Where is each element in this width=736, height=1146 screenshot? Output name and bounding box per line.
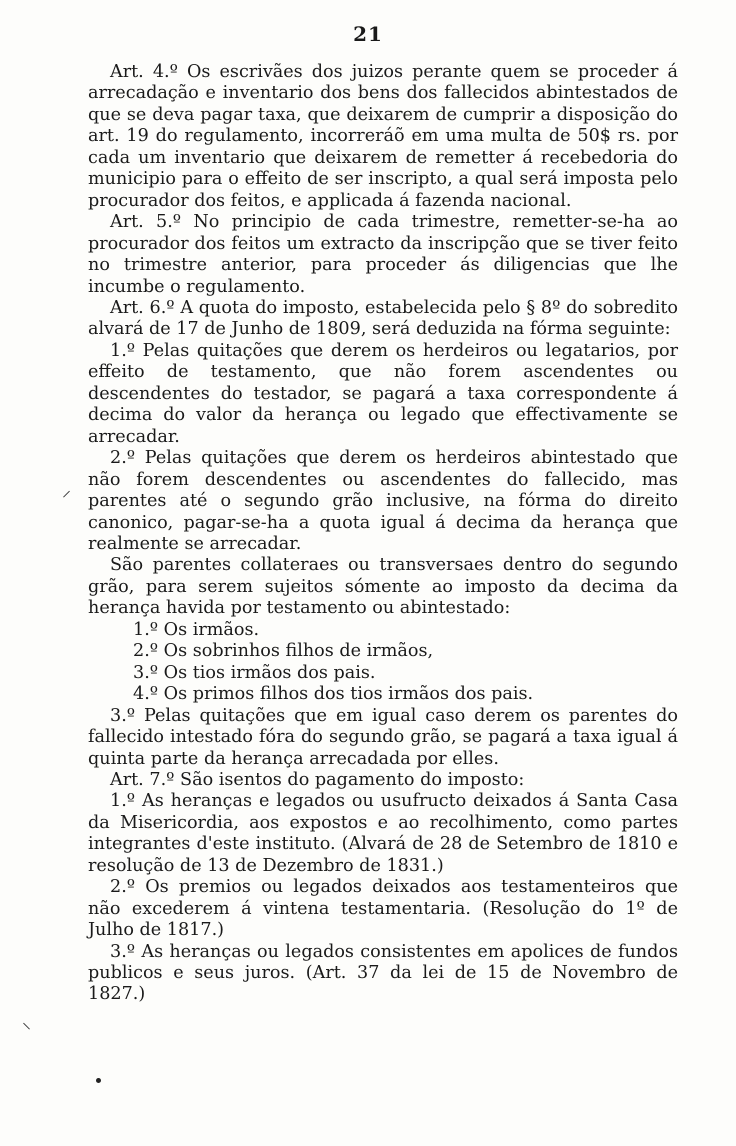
relative-list-item-4: 4.º Os primos filhos dos tios irmãos dos pais. bbox=[133, 684, 534, 705]
article-7-item-1: 1.º As heranças e legados ou usufructo deixados á Santa Casa da Misericordia, aos expostos e ao recolhimento, como partes integrantes d'este instituto. (Alvará de 28 de Setembro de 1810 e resolução de 13 de Dezembro de 1831.) bbox=[88, 791, 678, 876]
article-6-item-2: 2.º Pelas quitações que derem os herdeiros abintestado que não forem descendentes ou ascendentes do fallecido, mas parentes até o segundo grão inclusive, na fórma do direito canonico, pagar-se-ha a quota igual á decima da herança que realmente se arrecadar. bbox=[88, 448, 678, 554]
article-5: Art. 5.º No principio de cada trimestre, remetter-se-ha ao procurador dos feitos um extracto da inscripção que se tiver feito no trimestre anterior, para proceder ás diligencias que lhe incumbe o regulamento. bbox=[88, 212, 678, 297]
article-4: Art. 4.º Os escrivães dos juizos perante quem se proceder á arrecadação e inventario dos bens dos fallecidos abintestados de que se deva pagar taxa, que deixarem de cumprir a disposição do art. 19 do regulamento, incorreráõ em uma multa de 50$ rs. por cada um inventario que deixarem de remetter á recebedoria do municipio para o effeito de ser inscripto, a qual será imposta pelo procurador dos feitos, e applicada á fazenda nacional. bbox=[88, 62, 678, 211]
body-text bbox=[88, 62, 678, 1006]
relative-list-item-2: 2.º Os sobrinhos filhos de irmãos, bbox=[133, 641, 434, 662]
article-6: Art. 6.º A quota do imposto, estabelecida pelo § 8º do sobredito alvará de 17 de Junho de 1809, será deduzida na fórma seguinte: bbox=[88, 297, 678, 340]
article-7-item-3: 3.º As heranças ou legados consistentes em apolices de fundos publicos e seus juros. (Art. 37 da lei de 15 de Novembro de 1827.) bbox=[88, 941, 678, 1005]
collateral-relatives-paragraph: São parentes collateraes ou transversaes dentro do segundo grão, para serem sujeitos sómente ao imposto da decima da herança havida por testamento ou abintestado: bbox=[88, 555, 678, 619]
article-7-item-2: 2.º Os premios ou legados deixados aos testamenteiros que não excederem á vintena testamentaria. (Resolução do 1º de Julho de 1817.) bbox=[88, 877, 678, 941]
article-7: Art. 7.º São isentos do pagamento do imposto: bbox=[110, 769, 525, 790]
margin-pen-mark: ⸝ bbox=[62, 480, 71, 501]
article-6-item-1: 1.º Pelas quitações que derem os herdeiros ou legatarios, por effeito de testamento, que não forem ascendentes ou descendentes do testador, se pagará a taxa correspondente á decima do valor da herança ou legado que effectivamente se arrecadar. bbox=[88, 340, 678, 447]
page-number: 21 bbox=[353, 22, 383, 46]
margin-pen-mark: ⸜ bbox=[22, 1012, 31, 1033]
relative-list-item-3: 3.º Os tios irmãos dos pais. bbox=[133, 662, 376, 683]
article-6-item-3: 3.º Pelas quitações que em igual caso derem os parentes do fallecido intestado fóra do segundo grão, se pagará a taxa igual á quinta parte da herança arrecadada por elles. bbox=[88, 705, 678, 769]
relative-list-item-1: 1.º Os irmãos. bbox=[133, 619, 260, 640]
ink-dot bbox=[96, 1078, 101, 1083]
